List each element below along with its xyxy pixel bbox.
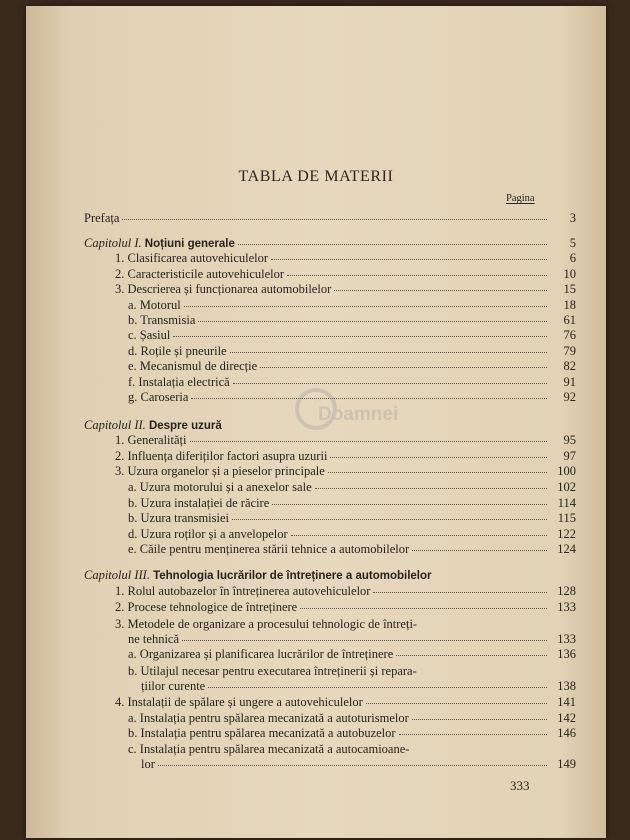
dot-leader xyxy=(232,519,547,520)
dot-leader xyxy=(373,592,547,593)
toc-entry: 2. Caracteristicile autovehiculelor 10 xyxy=(115,267,576,281)
toc-entry-continuation: ne tehnică 133 xyxy=(128,632,576,646)
dot-leader xyxy=(328,472,547,473)
toc-subentry: b. Uzura transmisiei 115 xyxy=(128,511,576,525)
watermark: Doamnei xyxy=(288,384,428,434)
dot-leader xyxy=(396,655,547,656)
toc-entry: 1. Clasificarea autovehiculelor 6 xyxy=(115,251,576,265)
dot-leader xyxy=(412,719,547,720)
page-ref: 82 xyxy=(563,359,576,373)
dot-leader xyxy=(238,244,547,245)
dot-leader xyxy=(173,336,547,337)
dot-leader xyxy=(330,457,547,458)
toc-entry: 1. Rolul autobazelor în întreținerea autovehiculelor 128 xyxy=(115,584,576,598)
toc-subentry: g. Caroseria 92 xyxy=(128,390,576,404)
dot-leader xyxy=(271,259,547,260)
page-ref: 61 xyxy=(563,313,576,327)
book-page xyxy=(26,6,606,838)
dot-leader xyxy=(182,640,547,641)
dot-leader xyxy=(399,734,547,735)
toc-entry: 3. Descrierea și funcționarea automobilelor 15 xyxy=(115,282,576,296)
page-number: 333 xyxy=(510,778,530,793)
toc-subentry: c. Șasiul 76 xyxy=(128,328,576,342)
dot-leader xyxy=(260,367,547,368)
dot-leader xyxy=(334,290,547,291)
dot-leader xyxy=(287,275,547,276)
page-ref: 128 xyxy=(557,584,576,598)
chapter-prefix: Capitolul II. xyxy=(84,418,146,432)
toc-subentry-line: c. Instalația pentru spălarea mecanizată a autocamioane- xyxy=(128,742,410,756)
page-ref: 5 xyxy=(569,236,576,250)
toc-chapter-3 xyxy=(84,568,431,583)
dot-leader xyxy=(191,398,547,399)
page-column-header: Pagina xyxy=(506,193,535,204)
toc-subentry-continuation: țiilor curente 138 xyxy=(141,679,576,693)
page-ref: 10 xyxy=(563,267,576,281)
dot-leader xyxy=(291,535,547,536)
dot-leader xyxy=(122,219,547,220)
toc-subentry-continuation: lor 149 xyxy=(141,757,576,771)
dot-leader xyxy=(233,383,547,384)
toc-subentry: a. Instalația pentru spălarea mecanizată a autoturismelor 142 xyxy=(128,711,576,725)
dot-leader xyxy=(190,441,548,442)
page-ref: 122 xyxy=(557,527,576,541)
toc-chapter-1 xyxy=(84,236,576,250)
page-ref: 97 xyxy=(563,449,576,463)
toc-subentry: d. Roțile și pneurile 79 xyxy=(128,344,576,358)
dot-leader xyxy=(412,550,547,551)
chapter-title: Despre uzură xyxy=(148,420,222,432)
page-ref: 95 xyxy=(563,433,576,447)
chapter-prefix: Capitolul III. xyxy=(84,568,150,582)
page-ref: 133 xyxy=(557,600,576,614)
toc-subentry: a. Motorul 18 xyxy=(128,298,576,312)
dot-leader xyxy=(230,352,547,353)
dot-leader xyxy=(315,488,547,489)
toc-subentry: b. Uzura instalației de răcire 114 xyxy=(128,496,576,510)
page-ref: 100 xyxy=(557,464,576,478)
page-ref: 18 xyxy=(563,298,576,312)
dot-leader xyxy=(300,608,547,609)
page-ref: 142 xyxy=(557,711,576,725)
toc-entry-line: 3. Metodele de organizare a procesului tehnologic de întreți- xyxy=(115,617,418,631)
page-ref: 138 xyxy=(557,679,576,693)
dot-leader xyxy=(184,306,547,307)
chapter-title: Tehnologia lucrărilor de întreținere a automobilelor xyxy=(153,570,432,582)
toc-chapter-2 xyxy=(84,418,222,433)
page-ref: 114 xyxy=(557,496,576,510)
toc-entry: 4. Instalații de spălare și ungere a autovehiculelor 141 xyxy=(115,695,576,709)
page-ref: 102 xyxy=(557,480,576,494)
dot-leader xyxy=(158,765,547,766)
page-ref: 146 xyxy=(557,726,576,740)
toc-subentry-line: b. Utilajul necesar pentru executarea întreținerii și repara- xyxy=(128,664,417,678)
toc-subentry: e. Căile pentru menținerea stării tehnice a automobilelor 124 xyxy=(128,542,576,556)
toc-subentry: a. Organizarea și planificarea lucrărilor de întreținere 136 xyxy=(128,647,576,661)
page-ref: 6 xyxy=(569,251,576,265)
toc-entry: 2. Procese tehnologice de întreținere 133 xyxy=(115,600,576,614)
toc-entry: 2. Influența diferiților factori asupra uzurii 97 xyxy=(115,449,576,463)
toc-entry: 3. Uzura organelor și a pieselor principale 100 xyxy=(115,464,576,478)
toc-subentry: b. Instalația pentru spălarea mecanizată a autobuzelor 146 xyxy=(128,726,576,740)
toc-entry-preface: Prefața 3 xyxy=(84,211,576,225)
page-ref: 141 xyxy=(557,695,576,709)
toc-subentry: a. Uzura motorului și a anexelor sale 102 xyxy=(128,480,576,494)
page-ref: 91 xyxy=(563,375,576,389)
page-ref: 79 xyxy=(563,344,576,358)
page-ref: 115 xyxy=(557,511,576,525)
page-ref: 15 xyxy=(563,282,576,296)
toc-entry: 1. Generalități 95 xyxy=(115,433,576,447)
page-ref: 124 xyxy=(557,542,576,556)
page-title: TABLA DE MATERII xyxy=(238,168,394,185)
chapter-prefix: Capitolul I. xyxy=(84,236,142,250)
page-ref: 133 xyxy=(557,632,576,646)
toc-subentry: f. Instalația electrică 91 xyxy=(128,375,576,389)
chapter-title: Noțiuni generale xyxy=(144,238,235,250)
page-ref: 76 xyxy=(563,328,576,342)
page-ref: 3 xyxy=(569,211,576,225)
toc-subentry: b. Transmisia 61 xyxy=(128,313,576,327)
toc-subentry: e. Mecanismul de direcție 82 xyxy=(128,359,576,373)
page-ref: 92 xyxy=(563,390,576,404)
dot-leader xyxy=(198,321,547,322)
page-ref: 149 xyxy=(557,757,576,771)
page-ref: 136 xyxy=(557,647,576,661)
dot-leader xyxy=(272,504,547,505)
toc-subentry: d. Uzura roților și a anvelopelor 122 xyxy=(128,527,576,541)
dot-leader xyxy=(208,687,547,688)
dot-leader xyxy=(366,703,547,704)
